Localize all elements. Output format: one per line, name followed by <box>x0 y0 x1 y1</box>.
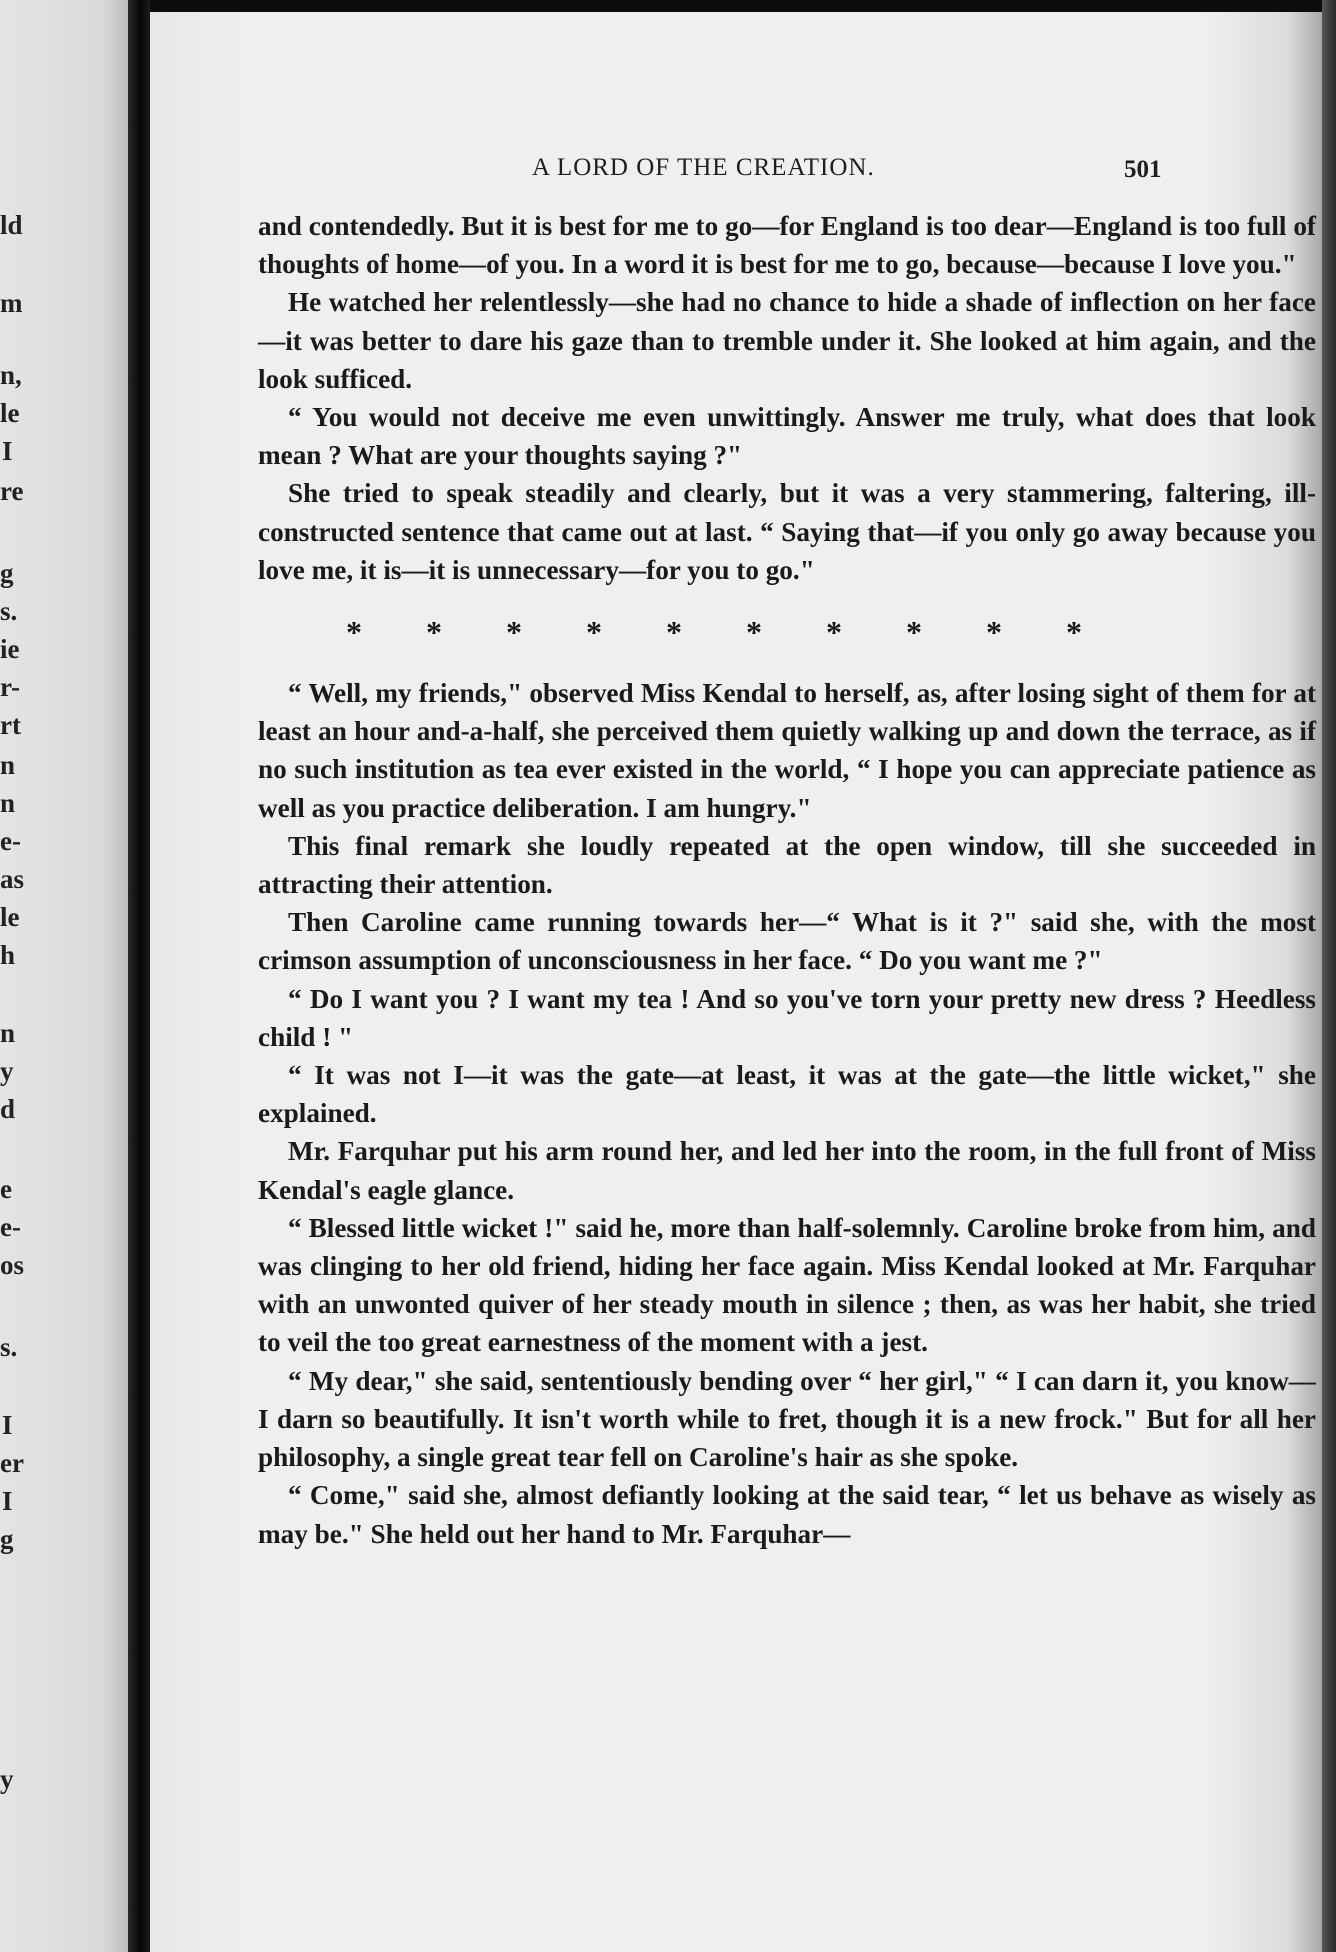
asterisk: * <box>746 613 762 650</box>
asterisk: * <box>666 613 682 650</box>
left-page-text-fragment: n <box>0 788 16 818</box>
left-page-text-fragment: e- <box>0 1212 21 1242</box>
left-page-text-fragment: I <box>2 1486 13 1516</box>
left-page-text-fragment: s. <box>0 596 18 626</box>
left-page-text-fragment: n <box>0 1018 16 1048</box>
book-gutter <box>128 0 150 1952</box>
left-facing-page <box>0 0 128 1952</box>
left-page-text-fragment: ld <box>0 210 23 240</box>
paragraph: “ Well, my friends," observed Miss Kendal to herself, as, after losing sight of them for at least an hour and-a-half, she perceived them quietly walking up and down the terrace, as if no such institution as tea ever existed in the world, “ I hope you can appreciate patience as well as you practice deliberation. I am hungry." <box>258 678 1316 823</box>
paragraph: and contendedly. But it is best for me to go—for England is too dear—England is too full of thoughts of home—of you. In a word it is best for me to go, because—because I love you." <box>258 211 1316 280</box>
paragraph: “ Blessed little wicket !" said he, more than half-solemnly. Caroline broke from him, and was clinging to her old friend, hiding her face again. Miss Kendal looked at Mr. Farquhar with an unwonted quiver of her steady mouth in silence ; then, as was her habit, she tried to veil the too great earnestness of the moment with a jest. <box>258 1212 1316 1358</box>
left-page-text-fragment: n <box>0 750 16 780</box>
left-page-text-fragment: y <box>0 1056 14 1086</box>
asterisk: * <box>586 613 602 650</box>
left-page-text-fragment: e- <box>0 826 21 856</box>
asterisk: * <box>1066 613 1082 650</box>
paragraph: She tried to speak steadily and clearly, but it was a very stammering, faltering, ill-constructed sentence that came out at last. “ Saying that—if you only go away because you love me, it is—it is unnecessary—for you to go." <box>258 478 1316 585</box>
paragraph: This final remark she loudly repeated at the open window, till she succeeded in attracting their attention. <box>258 830 1316 900</box>
right-page <box>150 12 1322 1952</box>
paragraph: “ My dear," she said, sententiously bending over “ her girl," “ I can darn it, you know—I darn so beautifully. It isn't worth while to fret, though it is a new frock." But for all her philosophy, a single great tear fell on Caroline's hair as she spoke. <box>258 1365 1316 1473</box>
left-page-text-fragment: g <box>0 1524 14 1554</box>
left-page-text-fragment: m <box>0 288 23 318</box>
left-page-text-fragment: er <box>0 1448 24 1478</box>
left-page-text-fragment: rt <box>0 710 21 740</box>
left-page-text-fragment: s. <box>0 1332 18 1362</box>
left-page-text-fragment: r- <box>0 672 20 702</box>
left-page-text-fragment: re <box>0 476 24 506</box>
asterisk: * <box>426 613 442 650</box>
left-page-text-fragment: n, <box>0 360 22 390</box>
left-page-text-fragment: I <box>2 1410 13 1440</box>
page-number: 501 <box>1124 156 1162 183</box>
section-break-asterisks <box>258 604 1316 660</box>
paragraph: “ Do I want you ? I want my tea ! And so you've torn your pretty new dress ? Heedless child ! " <box>258 983 1316 1052</box>
page-edge-shadow <box>1322 0 1336 1952</box>
running-head: A LORD OF THE CREATION. <box>532 154 875 181</box>
paragraph: Then Caroline came running towards her—“ What is it ?" said she, with the most crimson assumption of unconsciousness in her face. “ Do you want me ?" <box>258 907 1316 976</box>
left-page-text-fragment: le <box>0 398 20 428</box>
asterisk: * <box>906 613 922 650</box>
left-page-text-fragment: as <box>0 864 25 894</box>
left-page-text-fragment: h <box>0 940 16 970</box>
paragraph: “ You would not deceive me even unwittingly. Answer me truly, what does that look mean ? What are your thoughts saying ?" <box>258 402 1316 471</box>
left-page-text-fragment: g <box>0 558 14 588</box>
body-text <box>258 207 1316 1553</box>
left-page-text-fragment: d <box>0 1094 16 1124</box>
left-page-text-fragment: le <box>0 902 20 932</box>
paragraph: “ Come," said she, almost defiantly looking at the said tear, “ let us behave as wisely as may be." She held out her hand to Mr. Farquhar— <box>258 1480 1316 1549</box>
asterisk: * <box>506 613 522 650</box>
asterisk: * <box>826 613 842 650</box>
asterisk: * <box>346 613 362 650</box>
paragraph: Mr. Farquhar put his arm round her, and led her into the room, in the full front of Miss Kendal's eagle glance. <box>258 1136 1316 1205</box>
left-page-text-fragment: e <box>0 1174 12 1204</box>
paragraph: He watched her relentlessly—she had no chance to hide a shade of inflection on her face—it was better to dare his gaze than to tremble under it. She looked at him again, and the look sufficed. <box>258 287 1316 394</box>
asterisk: * <box>986 613 1002 650</box>
left-page-text-fragment: I <box>2 436 13 466</box>
left-page-text-fragment: ie <box>0 634 20 664</box>
left-page-text-fragment: y <box>0 1764 14 1794</box>
left-page-text-fragment: os <box>0 1250 25 1280</box>
paragraph: “ It was not I—it was the gate—at least, it was at the gate—the little wicket," she explained. <box>258 1060 1316 1129</box>
